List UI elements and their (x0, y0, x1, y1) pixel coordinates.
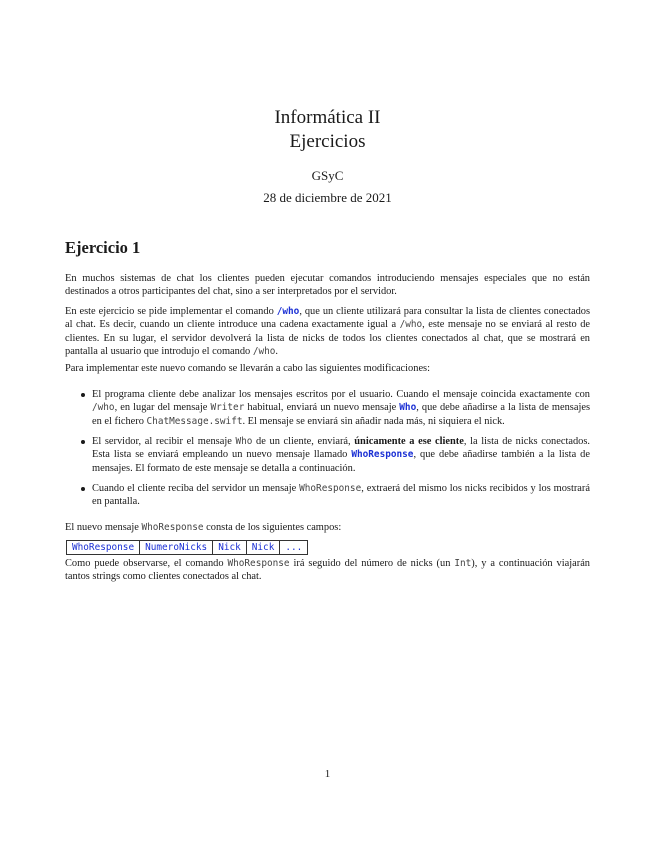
field-cell: WhoResponse (66, 540, 140, 555)
inline-code: Int (454, 558, 472, 569)
bullet-icon (81, 440, 85, 444)
message-name-code: WhoResponse (351, 449, 414, 461)
list-item (92, 482, 590, 509)
text: Como puede observarse, el comando (65, 558, 228, 569)
doc-title-line2: Ejercicios (289, 131, 366, 152)
text: El nuevo mensaje (65, 522, 142, 533)
list-item (92, 435, 590, 475)
text: irá seguido del número de nicks (un (289, 558, 455, 569)
text: El programa cliente debe analizar los mensajes escritos por el usuario. Cuando el mensaje coincida exactamente con (92, 389, 590, 400)
text: de un cliente, enviará, (252, 436, 355, 447)
doc-title-line1: Informática II (274, 107, 381, 128)
emphasis-text: únicamente a ese cliente (354, 436, 464, 447)
field-cell: NumeroNicks (139, 540, 213, 555)
text: El servidor, al recibir el mensaje (92, 436, 236, 447)
text: ), y a continuación viajarán tantos strings como clientes conectados al chat. (65, 558, 590, 583)
text: Cuando el cliente reciba del servidor un mensaje (92, 483, 300, 494)
paragraph-modifications: Para implementar este nuevo comando se llevarán a cabo las siguientes modificaciones: (65, 363, 430, 374)
bullet-icon (81, 393, 85, 397)
field-cell: ... (279, 540, 308, 555)
inline-code: /who (92, 402, 115, 414)
paragraph-intro: En muchos sistemas de chat los clientes pueden ejecutar comandos introduciendo mensajes especiales que no están destinados a otros participantes del chat, sino a ser interpretados por el servidor. (65, 273, 590, 298)
page-number: 1 (324, 768, 331, 780)
text: . (275, 345, 279, 357)
text: consta de los siguientes campos: (203, 522, 342, 533)
text: En este ejercicio se pide implementar el comando (65, 306, 277, 317)
inline-code: ChatMessage.swift (146, 415, 243, 427)
text: , en lugar del mensaje (114, 402, 211, 414)
text: , que un cliente utilizará para consultar la lista de clientes conectados al chat. Es decir, cuando un cliente introduce una cadena exactamente igual a (65, 306, 590, 331)
field-cell: Nick (246, 540, 281, 555)
doc-author: GSyC (311, 168, 344, 183)
text: , que debe añadirse a la lista de mensajes en el fichero (92, 402, 590, 427)
section-title: Ejercicio 1 (65, 238, 141, 257)
inline-code: /who (252, 345, 276, 357)
message-name-code: Who (399, 402, 417, 414)
paragraph-who-command (65, 305, 590, 358)
doc-date: 28 de diciembre de 2021 (263, 190, 392, 205)
text: , que debe añadirse también a la lista de mensajes. El formato de este mensaje se detalla a continuación. (92, 449, 590, 474)
inline-code: WhoResponse (227, 558, 290, 569)
inline-code: WhoResponse (299, 483, 362, 494)
inline-code: Writer (210, 402, 245, 414)
text: . El mensaje se enviará sin añadir nada más, ni siquiera el nick. (242, 415, 505, 427)
paragraph-fields-intro (65, 521, 590, 534)
bullet-icon (81, 487, 85, 491)
list-item (92, 388, 590, 428)
inline-code: Who (235, 436, 253, 447)
inline-code: WhoResponse (141, 522, 204, 533)
paragraph-fields-explanation (65, 557, 590, 584)
inline-code: /who (399, 319, 423, 331)
message-fields-table (66, 540, 307, 555)
text: , extraerá del mismo los nicks recibidos y los mostrará en pantalla. (92, 483, 590, 508)
text: , la lista de nicks conectados. Esta lista se enviará empleando un nuevo mensaje llamado (92, 436, 590, 461)
text: habitual, enviará un nuevo mensaje (244, 402, 400, 414)
text: , este mensaje no se enviará al resto de clientes. En su lugar, el servidor devolverá la lista de nicks de todos los clientes conectados al chat, que se mostrará en pantalla al usuario que introdujo el comando (65, 319, 591, 357)
who-command-code: /who (276, 306, 300, 317)
field-cell: Nick (212, 540, 247, 555)
